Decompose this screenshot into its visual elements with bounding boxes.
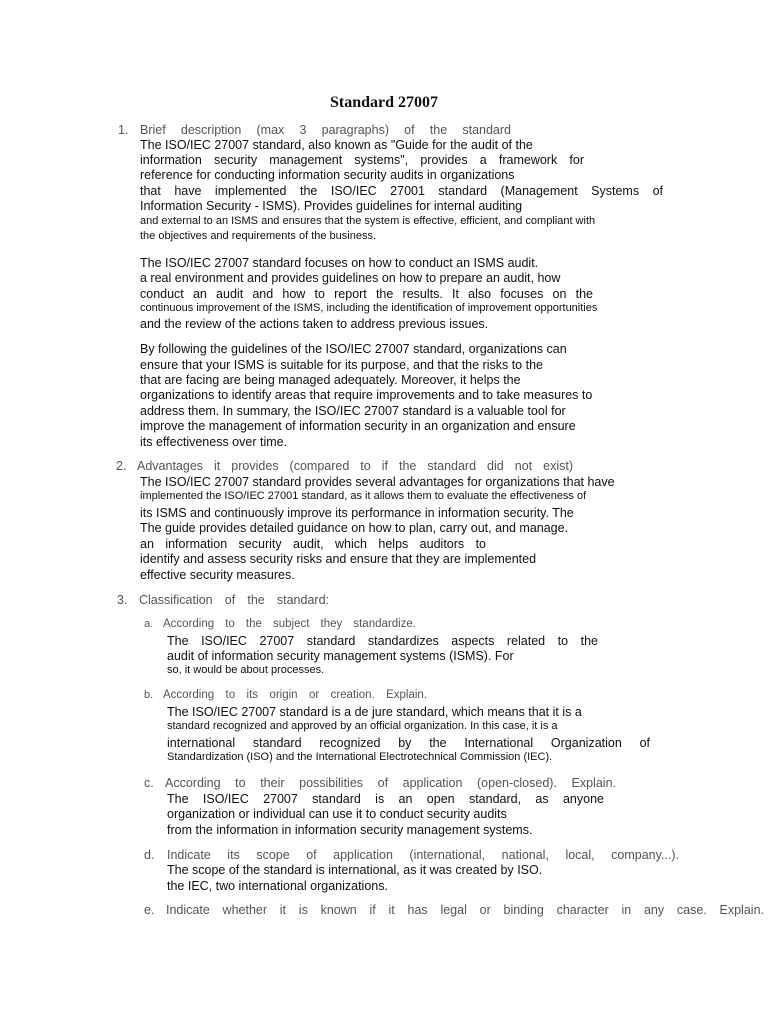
s1-p3-line: improve the management of information security in an organization and ensure: [140, 419, 576, 433]
s1-p2-line: conduct an audit and how to report the results. It also focuses on the: [140, 287, 593, 301]
subitem-b-line: Standardization (ISO) and the International Electrotechnical Commission (IEC).: [167, 751, 553, 763]
subitem-e-heading: Indicate whether it is known if it has legal or binding character in any case. Explain.: [166, 903, 764, 917]
s1-p3-line: By following the guidelines of the ISO/IEC 27007 standard, organizations can: [140, 342, 567, 356]
subitem-c-line: organization or individual can use it to conduct security audits: [167, 807, 507, 821]
s1-p2-line: a real environment and provides guidelines on how to prepare an audit, how: [140, 271, 561, 285]
section-3-number: 3.: [117, 593, 128, 607]
s1-p1-line: reference for conducting information security audits in organizations: [140, 168, 515, 182]
s2-line: an information security audit, which helps auditors to: [140, 537, 486, 551]
s1-p1-line: The ISO/IEC 27007 standard, also known as "Guide for the audit of the: [140, 138, 533, 152]
section-1-number: 1.: [118, 123, 129, 137]
section-3-heading: Classification of the standard:: [139, 593, 329, 607]
subitem-b-line: international standard recognized by the International Organization of: [167, 736, 650, 750]
subitem-c-heading: According to their possibilities of application (open-closed). Explain.: [165, 776, 616, 790]
s1-p1-line: information security management systems", provides a framework for: [140, 153, 584, 167]
section-1-heading: Brief description (max 3 paragraphs) of the standard: [140, 123, 511, 137]
subitem-a-line: audit of information security management systems (ISMS). For: [167, 649, 514, 663]
s1-p3-line: its effectiveness over time.: [140, 435, 288, 449]
s1-p3-line: organizations to identify areas that require improvements and to take measures to: [140, 388, 593, 402]
page-title: Standard 27007: [329, 94, 439, 111]
subitem-c-marker: c.: [144, 776, 154, 790]
s2-line: The guide provides detailed guidance on how to plan, carry out, and manage.: [140, 521, 569, 535]
s2-line: identify and assess security risks and ensure that they are implemented: [140, 552, 537, 566]
s1-p1-line: that have implemented the ISO/IEC 27001 standard (Management Systems of: [140, 184, 663, 198]
s1-p1-line: Information Security - ISMS). Provides guidelines for internal auditing: [140, 199, 523, 213]
s1-p2-line: continuous improvement of the ISMS, including the identification of improvement opportunities: [140, 302, 598, 314]
subitem-c-line: from the information in information security management systems.: [167, 823, 533, 837]
s1-p3-line: address them. In summary, the ISO/IEC 27007 standard is a valuable tool for: [140, 404, 566, 418]
s2-line: effective security measures.: [140, 568, 295, 582]
s1-p1-line: and external to an ISMS and ensures that the system is effective, efficient, and compliant with: [140, 215, 596, 227]
subitem-a-line: The ISO/IEC 27007 standard standardizes aspects related to the: [167, 634, 598, 648]
s1-p3-line: that are facing are being managed adequately. Moreover, it helps the: [140, 373, 521, 387]
s1-p3-line: ensure that your ISMS is suitable for its purpose, and that the risks to the: [140, 358, 543, 372]
subitem-d-line: The scope of the standard is international, as it was created by ISO.: [167, 863, 543, 877]
s1-p1-line: the objectives and requirements of the business.: [140, 230, 377, 242]
subitem-a-heading: According to the subject they standardize.: [163, 618, 416, 630]
subitem-e-marker: e.: [144, 903, 155, 917]
section-2-heading: Advantages it provides (compared to if the standard did not exist): [137, 459, 573, 473]
section-2-number: 2.: [116, 459, 127, 473]
subitem-b-line: The ISO/IEC 27007 standard is a de jure standard, which means that it is a: [167, 705, 582, 719]
s1-p2-line: The ISO/IEC 27007 standard focuses on how to conduct an ISMS audit.: [140, 256, 539, 270]
subitem-a-line: so, it would be about processes.: [167, 664, 325, 676]
subitem-d-marker: d.: [144, 848, 155, 862]
subitem-c-line: The ISO/IEC 27007 standard is an open standard, as anyone: [167, 792, 604, 806]
subitem-d-heading: Indicate its scope of application (international, national, local, company...).: [167, 848, 679, 862]
s1-p2-line: and the review of the actions taken to address previous issues.: [140, 317, 489, 331]
subitem-d-line: the IEC, two international organizations.: [167, 879, 388, 893]
subitem-a-marker: a.: [144, 618, 154, 630]
s2-line: implemented the ISO/IEC 27001 standard, as it allows them to evaluate the effectiveness of: [140, 490, 587, 502]
subitem-b-heading: According to its origin or creation. Explain.: [163, 689, 427, 701]
s2-line: The ISO/IEC 27007 standard provides several advantages for organizations that have: [140, 475, 615, 489]
s2-line: its ISMS and continuously improve its performance in information security. The: [140, 506, 574, 520]
subitem-b-line: standard recognized and approved by an official organization. In this case, it is a: [167, 720, 558, 732]
subitem-b-marker: b.: [144, 689, 154, 701]
